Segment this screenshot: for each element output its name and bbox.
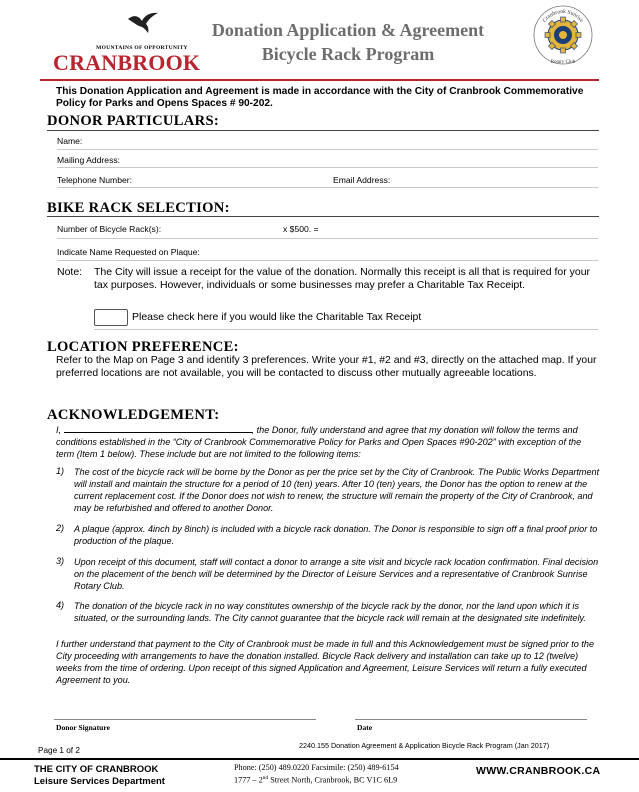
name-field[interactable] (57, 149, 598, 150)
charitable-receipt-label: Please check here if you would like the Charitable Tax Receipt (132, 311, 422, 323)
plaque-name-label: Indicate Name Requested on Plaque: (57, 247, 200, 257)
rack-count-field[interactable] (57, 238, 598, 239)
header-divider (40, 79, 599, 81)
rack-price-label: x $500. = (283, 224, 319, 234)
footer-divider (0, 758, 639, 760)
city-tagline: MOUNTAINS OF OPPORTUNITY (96, 45, 188, 51)
document-reference: 2240.155 Donation Agreement & Application Bicycle Rack Program (Jan 2017) (299, 741, 550, 750)
acknowledgement-closing: I further understand that payment to the City of Cranbrook must be made in full and this Acknowledgement must be signed prior to the City proceeding with arrangements to have the donation installed. Bicycle Rack delivery and installation can take up to 12 (twelve) weeks from the time of ordering. Upon receipt of this signed Application and Agreement, Leisure Services will return a fully executed Agreement to you. (56, 639, 595, 685)
footer-phone: Phone: (250) 489.0220 Facsimile: (250) 489-6154 (234, 763, 399, 772)
item-3-number: 3) (56, 556, 65, 566)
seal-bottom-text: Rotary Club (550, 60, 576, 65)
plaque-name-field[interactable] (57, 260, 598, 261)
note-label: Note: (57, 266, 83, 278)
bike-heading-rule (47, 216, 599, 217)
rack-count-label: Number of Bicycle Rack(s): (57, 224, 162, 234)
acknowledgement-section-heading: ACKNOWLEDGEMENT: (47, 407, 220, 423)
mailing-address-field[interactable] (57, 167, 598, 168)
telephone-email-field[interactable] (57, 187, 598, 188)
date-field[interactable] (355, 719, 587, 720)
bird-logo-icon (126, 10, 160, 36)
intro-statement: This Donation Application and Agreement is made in accordance with the City of Cranbrook Commemorative Policy for Parks and Opens Spaces # 90-202. (56, 86, 584, 109)
footer-department: Leisure Services Department (34, 776, 165, 787)
item-4-number: 4) (56, 600, 65, 610)
date-label: Date (357, 723, 373, 732)
telephone-label: Telephone Number: (57, 175, 133, 185)
checkbox-rule (94, 329, 598, 330)
location-section-heading: LOCATION PREFERENCE: (47, 339, 239, 355)
footer-address: 1777 – 2nd Street North, Cranbrook, BC V1C 6L9 (234, 775, 398, 785)
location-instructions: Refer to the Map on Page 3 and identify 3 preferences. Write your #1, #2 and #3, directly on the attached map. If your preferred locations are not available, you will be contacted to discuss other mutually agreeable locations. (56, 355, 597, 379)
donor-name-field[interactable] (64, 423, 252, 433)
footer-website-link[interactable]: WWW.CRANBROOK.CA (476, 765, 601, 777)
intro-i: I, (56, 425, 62, 435)
bike-rack-section-heading: BIKE RACK SELECTION: (47, 200, 230, 216)
item-1-text: The cost of the bicycle rack will be borne by the Donor as per the price set by the City of Cranbrook. The Public Works Department will install and maintain the structure for a period of 10 (ten) years. After 10 (ten) years, the Donor has the option to renew at the current replacement cost. If the Donor does not wish to renew, the structure will remain the property of the City of Cranbrook, and may be refurbished and offered to another Donor. (74, 467, 600, 513)
donor-signature-field[interactable] (54, 719, 316, 720)
item-2-text: A plaque (approx. 4inch by 8inch) is included with a bicycle rack donation. The Donor is responsible to sign off a final proof prior to production of the plaque. (74, 524, 598, 546)
email-label: Email Address: (333, 175, 391, 185)
title-line-2: Bicycle Rack Program (261, 44, 435, 64)
footer-organization (34, 764, 165, 788)
donor-heading-rule (47, 130, 599, 131)
intro-text: , the Donor, fully understand and agree that my donation will follow the terms and conditions established in the “City of Cranbrook Commemorative Policy for Parks and Open Spaces #90-202” with exception of the term (Item 1 below). These include but are not limited to the following items: (56, 425, 582, 459)
title-line-1: Donation Application & Agreement (211, 20, 485, 40)
footer-org-name: THE CITY OF CRANBROOK (34, 764, 159, 775)
page-title (178, 18, 518, 66)
donor-section-heading: DONOR PARTICULARS: (47, 113, 220, 129)
charitable-receipt-checkbox[interactable] (94, 309, 128, 326)
item-3-text: Upon receipt of this document, staff will contact a donor to arrange a site visit and bicycle rack location confirmation. Final decision on the placement of the bench will be determined by the Director of Leisure Services and a representative of Cranbrook Sunrise Rotary Club. (74, 557, 599, 591)
item-2-number: 2) (56, 523, 65, 533)
note-text: The City will issue a receipt for the value of the donation. Normally this receipt is all that is required for your tax purposes. However, individuals or some businesses may prefer a Charitable Tax Receipt. (94, 266, 591, 291)
rotary-seal-icon (533, 4, 593, 68)
mailing-address-label: Mailing Address: (57, 155, 121, 165)
item-4-text: The donation of the bicycle rack in no way constitutes ownership of the bicycle rack by the donor, nor the land upon which it is situated, or the surrounding lands. The City cannot guarantee that the bicycle rack will remain at the designated site indefinitely. (74, 601, 586, 623)
name-label: Name: (57, 136, 83, 146)
item-1-number: 1) (56, 466, 65, 476)
seal-top-text: Cranbrook Sunrise (541, 8, 585, 24)
donor-signature-label: Donor Signature (56, 723, 110, 732)
city-logo-text: CRANBROOK (53, 50, 201, 75)
footer-contact (234, 762, 399, 786)
acknowledgement-intro (56, 423, 601, 460)
page-number: Page 1 of 2 (38, 746, 80, 755)
